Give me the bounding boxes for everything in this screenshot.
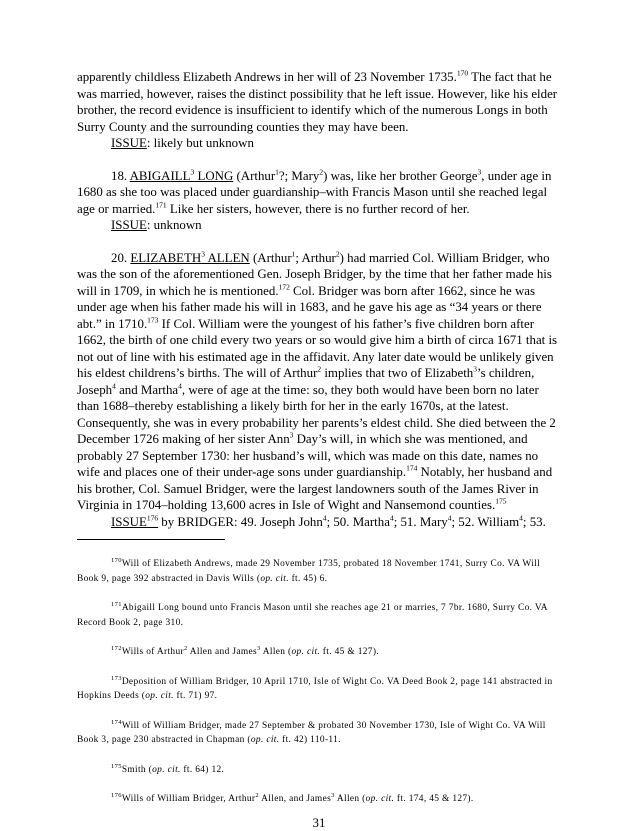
footnote-176: $^{176}$Wills of William Bridger, Arthur$^2$ Allen, and James$^3$ Allen (op. cit. ft. 174, 45 & 127).: [111, 791, 474, 804]
name-elizabeth-allen: ELIZABETH$^3$ ALLEN: [130, 249, 250, 265]
body-text: [77, 69, 561, 530]
name-abigaill-long: ABIGAILL$^3$ LONG: [129, 167, 234, 183]
footnote-ref-173: 173: [147, 315, 159, 325]
footnote-175: $^{175}$Smith (op. cit. ft. 64) 12.: [111, 762, 225, 775]
issue-line-george: ISSUE: likely but unknown: [111, 136, 254, 150]
footnote-170: $^{170}$Will of Elizabeth Andrews, made 29 November 1735, probated 18 November 1741, Surry Co. VA Will Book 9, page 392 abstracted in Davis Wills (op. cit. ft. 45) 6.: [77, 556, 541, 584]
page-number: 31: [312, 816, 326, 830]
footnote-171: $^{171}$Abigaill Long bound unto Francis Mason until she reaches age 21 or marries, 7 7br. 1680, Surry Co. VA Record Book 2, page 310.: [77, 600, 548, 628]
footnote-ref-170: 170: [456, 68, 469, 78]
document-page: [77, 68, 561, 830]
footnote-ref-174: 174: [406, 463, 418, 473]
issue-label: ISSUE: [111, 136, 147, 150]
paragraph-elizabeth-allen: 20. ELIZABETH$^3$ ALLEN (Arthur$^1$; Arthur$^2$) had married Col. William Bridger, who was the son of the aforementioned Gen. Joseph Bridger, by the time that her father made his will in 1709, in which he is mentioned.$^{172}$ Col. Bridger was born after 1662, since he was under age when his father made his will in 1683, and he gave his age as “34 years or there abt.” in 1710.$^{173}$ If Col. William were the youngest of his father’s five children born after 1662, the birth of one child every two years or so would give him a birth of circa 1671 that is not out of line with his estimated age in the affidavit. Any later date would be unlikely given his eldest childrens’s births. The will of Arthur$^2$ implies that two of Elizabeth$^3$’s children, Joseph$^4$ and Martha$^4$, were of age at the time: so, they both would have been born no later than 1688–thereby establishing a likely birth for her in the early 1670s, at the latest. Consequently, she was in every probability her parents’s eldest child. She died between the 2 December 1726 making of her sister Ann$^3$ Day’s will, in which she was mentioned, and probably 27 September 1730: her husband’s will, which was made on this date, names no wife and places one of their under-age sons under guardianship.$^{174}$ Notably, her husband and his brother, Col. Samuel Bridger, were the largest landowners south of the James River in Virginia in 1704–holding 13,600 acres in Isle of Wight and Nansemond counties.$^{175}$: [77, 249, 558, 512]
footnote-ref-171: 171: [155, 200, 167, 210]
paragraph-long-conclusion: apparently childless Elizabeth Andrews in her will of 23 November 1735.$^{170}$ The fact that he was married, however, raises the distinct possibility that he left issue. However, like his elder brother, the record evidence is insufficient to identify which of the numerous Longs in both Surry County and the surrounding counties they may have been.: [77, 68, 558, 134]
footnote-ref-172: 172: [278, 282, 290, 292]
paragraph-abigaill-long: 18. ABIGAILL$^3$ LONG (Arthur$^1$?; Mary$^2$) was, like her brother George$^3$, under age in 1680 as she too was placed under guardianship–with Francis Mason until she reached legal age or married.$^{171}$ Like her sisters, however, there is no further record of her.: [77, 167, 552, 216]
issue-line-elizabeth: ISSUE$^{176}$ by BRIDGER: 49. Joseph John$^4$; 50. Martha$^4$; 51. Mary$^4$; 52. William$^4$; 53.: [111, 513, 546, 529]
footnote-174: $^{174}$Will of William Bridger, made 27 September & probated 30 November 1730, Isle of Wight Co. VA Will Book 3, page 230 abstracted in Chapman (op. cit. ft. 42) 110-11.: [77, 718, 546, 745]
footnote-172: $^{172}$Wills of Arthur$^2$ Allen and James$^3$ Allen (op. cit. ft. 45 & 127).: [111, 644, 379, 657]
issue-label: ISSUE$^{176}$: [111, 513, 159, 529]
issue-label: ISSUE: [111, 218, 147, 232]
footnote-173: $^{173}$Deposition of William Bridger, 10 April 1710, Isle of Wight Co. VA Deed Book 2, page 141 abstracted in Hopkins Deeds (op. cit. ft. 71) 97.: [77, 674, 553, 701]
footnotes: [77, 557, 561, 807]
footnote-separator: [77, 539, 225, 540]
issue-line-abigaill: ISSUE: unknown: [111, 218, 202, 232]
footnote-ref-175: 175: [495, 496, 507, 506]
footnote-ref-176: 176: [146, 513, 159, 523]
